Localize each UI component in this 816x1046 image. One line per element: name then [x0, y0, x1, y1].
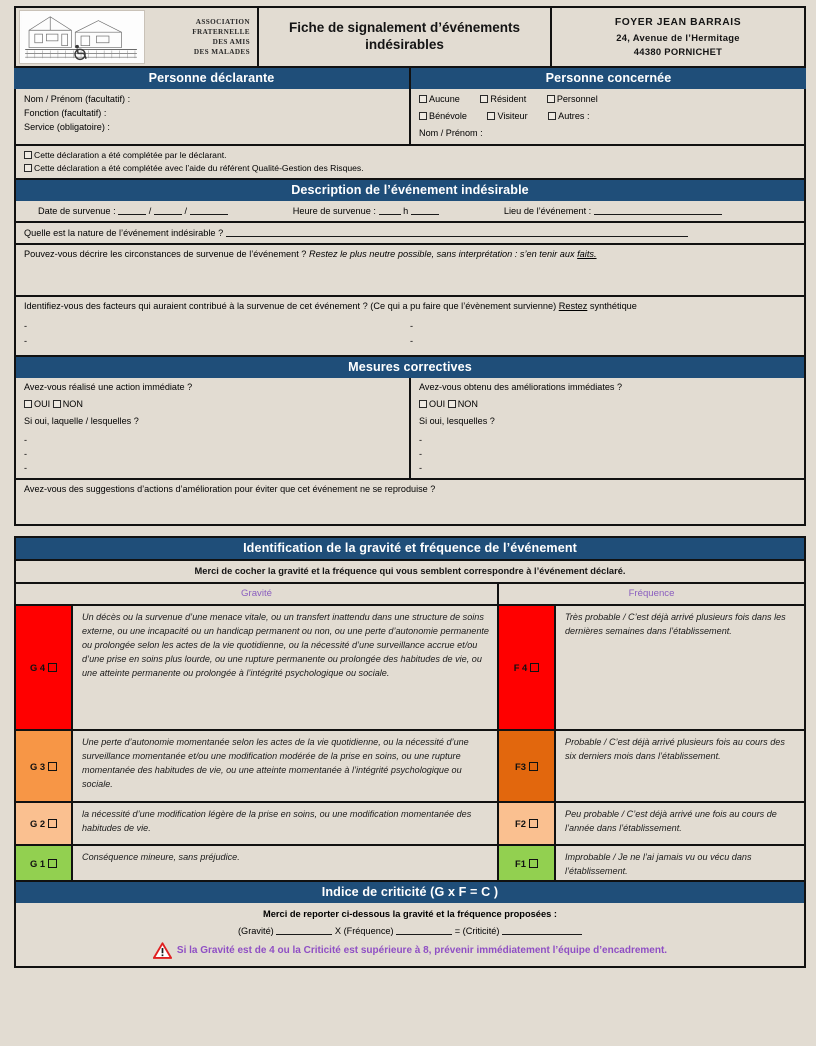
gravity-desc-g3: Une perte d’autonomie momentanée selon les actes de la vie quotidienne, ou la nécessité d’une surveillance momentanée et/ou une modification modérée de la prise en soins, ou une rupture momentanée des habitudes de vie, ou une atteinte momentanée à l’intégrité psychologique ou sociale. — [82, 737, 469, 789]
establishment-city: 44380 PORNICHET — [633, 45, 723, 57]
checkbox-label: Cette déclaration a été complétée avec l’aide du référent Qualité-Gestion des Risques. — [34, 162, 364, 173]
severity-instruction: Merci de cocher la gravité et la fréquence qui vous semblent correspondre à l’événement déclaré. — [14, 561, 806, 584]
gravity-desc-g1: Conséquence mineure, sans préjudice. — [82, 852, 240, 863]
checkbox-icon[interactable] — [48, 762, 57, 771]
declarant-field-function[interactable]: Fonction (facultatif) : — [24, 108, 107, 118]
frequency-desc-f2: Peu probable / C’est déjà arrivé une fois au cours de l’année dans l’établissement. — [565, 809, 777, 834]
checkbox-label-non: NON — [457, 399, 478, 410]
dash-item: - — [419, 463, 423, 474]
severity-table — [14, 584, 806, 882]
time-label: Heure de survenue : — [292, 205, 376, 216]
gravity-row-g1[interactable] — [16, 846, 497, 880]
dash-item: - — [24, 449, 28, 460]
frequency-desc-f4: Très probable / C’est déjà arrivé plusieurs fois dans les dernières semaines dans l’établissement. — [565, 612, 786, 637]
circumstances-hint-underlined: faits. — [577, 248, 597, 259]
nature-input[interactable] — [226, 227, 688, 237]
factors-dash-col-left[interactable] — [24, 319, 410, 350]
corrective-right-dashes[interactable] — [419, 433, 796, 475]
frequency-code-label: F 4 — [513, 662, 528, 674]
checkbox-icon[interactable] — [487, 112, 495, 120]
establishment-address: 24, Avenue de l’Hermitage — [616, 31, 740, 43]
declarant-fields — [16, 89, 411, 144]
document-header — [14, 6, 806, 68]
declarant-field-name[interactable]: Nom / Prénom (facultatif) : — [24, 94, 131, 104]
corrective-left-question: Avez-vous réalisé une action immédiate ? — [24, 382, 193, 393]
severity-table-rows — [16, 606, 804, 880]
checkbox-label: Résident — [490, 94, 527, 104]
factors-question: Identifiez-vous des facteurs qui auraient contribué à la survenue de cet événement ? (Ce qui a pu faire que l’évènement survienne) — [24, 300, 557, 311]
formula-criticality-input[interactable] — [502, 925, 582, 935]
frequency-code-label: F2 — [515, 818, 526, 830]
checkbox-icon[interactable] — [24, 151, 32, 159]
dash-item: - — [419, 449, 423, 460]
corrective-left-yesno — [24, 399, 401, 409]
warning-triangle-icon — [153, 942, 172, 959]
section-gap — [14, 526, 806, 536]
time-hour-input[interactable] — [379, 205, 401, 215]
corrective-right-yesno — [419, 399, 796, 409]
checkbox-label: Aucune — [429, 94, 460, 104]
checkbox-icon[interactable] — [419, 400, 427, 408]
checkbox-label: Visiteur — [497, 111, 528, 121]
date-day-input[interactable] — [118, 205, 146, 215]
formula-gravity-input[interactable] — [276, 925, 332, 935]
gravity-code-label: G 2 — [29, 818, 46, 830]
checkbox-icon[interactable] — [48, 859, 57, 868]
section-heading-severity: Identification de la gravité et fréquence de l’événement — [14, 536, 806, 561]
corrective-right-followup: Si oui, lesquelles ? — [419, 416, 495, 427]
checkbox-icon[interactable] — [548, 112, 556, 120]
date-sep-2: / — [184, 205, 188, 216]
formula-gravity-label: (Gravité) — [238, 926, 274, 937]
gravity-code-label: G 3 — [29, 760, 46, 772]
checkbox-icon[interactable] — [480, 95, 488, 103]
column-header-frequency: Fréquence — [499, 584, 804, 606]
declarant-field-service[interactable]: Service (obligatoire) : — [24, 122, 110, 132]
header-logo-cell — [16, 8, 259, 66]
time-unit: h — [403, 205, 409, 216]
corrective-body — [14, 378, 806, 480]
date-year-input[interactable] — [190, 205, 228, 215]
frequency-row-f2[interactable] — [499, 803, 804, 846]
time-minute-input[interactable] — [411, 205, 439, 215]
factors-hint-tail: synthétique — [589, 300, 637, 311]
checkbox-icon[interactable] — [48, 819, 57, 828]
checkbox-icon[interactable] — [48, 663, 57, 672]
checkbox-label: Bénévole — [429, 111, 467, 121]
section-heading-description: Description de l’événement indésirable — [14, 180, 806, 201]
factors-dash-col-right[interactable] — [410, 319, 796, 350]
checkbox-icon[interactable] — [419, 112, 427, 120]
factors-hint-underlined: Restez — [558, 300, 588, 311]
frequency-code-label: F1 — [515, 857, 526, 869]
criticality-warning — [26, 942, 794, 959]
frequency-desc-f3: Probable / C’est déjà arrivé plusieurs fois au cours des six derniers mois dans l’établissement. — [565, 737, 785, 762]
frequency-code-label: F3 — [515, 760, 526, 772]
concerned-fields — [411, 89, 804, 144]
column-header-gravity: Gravité — [16, 584, 499, 606]
checkbox-icon[interactable] — [24, 164, 32, 172]
gravity-desc-g2: la nécessité d’une modification légère de la prise en soins, ou une modification momentanée des habitudes de vie. — [82, 809, 472, 834]
checkbox-label: Autres : — [558, 111, 590, 121]
checkbox-icon[interactable] — [530, 663, 539, 672]
dash-item: - — [24, 336, 28, 347]
concerned-field-name[interactable]: Nom / Prénom : — [419, 128, 483, 138]
checkbox-label: Personnel — [556, 94, 598, 104]
gravity-column — [16, 606, 499, 880]
date-time-place-row — [14, 201, 806, 223]
checkbox-personnel[interactable] — [547, 94, 598, 104]
frequency-desc-f1: Improbable / Je ne l’ai jamais vu ou vécu dans l’établissement. — [565, 852, 752, 877]
checkbox-icon[interactable] — [448, 400, 456, 408]
corrective-right-question: Avez-vous obtenu des améliorations immédiates ? — [419, 382, 623, 393]
date-sep-1: / — [148, 205, 152, 216]
corrective-right — [411, 378, 804, 478]
formula-frequency-label: (Fréquence) — [343, 926, 394, 937]
checkbox-icon[interactable] — [529, 762, 538, 771]
persons-body — [14, 89, 806, 146]
formula-frequency-input[interactable] — [396, 925, 452, 935]
circumstances-row[interactable] — [14, 245, 806, 297]
frequency-code-f3[interactable] — [499, 731, 556, 801]
checkbox-icon[interactable] — [24, 400, 32, 408]
dash-item: - — [410, 320, 414, 331]
section-heading-declarant: Personne déclarante — [14, 68, 411, 89]
formula-criticality-label: (Criticité) — [462, 926, 500, 937]
gravity-desc-g4: Un décès ou la survenue d’une menace vitale, ou un transfert inattendu dans une structure de soins externe, ou une incapacité ou un handicap permanent ou non, ou une perte d’autonomie permanente ou prolongée selon les actes de la vie quotidienne, ou la nécessité d’une surveillance accrue et/ou d’une prise en soins plus lourde, ou une rupture permanente ou prolongée des habitudes de vie, ou une atteinte permanente ou prolongée à l’intégrité psychologique ou sociale. — [82, 612, 489, 678]
severity-table-header — [16, 584, 804, 606]
checkbox-benevole[interactable] — [419, 111, 467, 121]
dash-item: - — [410, 336, 414, 347]
formula-equals: = — [454, 926, 461, 937]
dash-item: - — [24, 463, 28, 474]
frequency-column — [499, 606, 804, 880]
suggestions-question: Avez-vous des suggestions d’actions d’amélioration pour éviter que cet événement ne se reproduise ? — [24, 484, 436, 495]
factors-dash-columns — [24, 319, 796, 350]
nature-row — [14, 223, 806, 245]
corrective-left-dashes[interactable] — [24, 433, 401, 475]
checkbox-aucune[interactable] — [419, 94, 460, 104]
factors-row[interactable] — [14, 297, 806, 357]
declaration-check-1[interactable] — [24, 149, 798, 162]
checkbox-label-non: NON — [62, 399, 83, 410]
checkbox-icon[interactable] — [529, 859, 538, 868]
declaration-check-2[interactable] — [24, 162, 798, 175]
date-month-input[interactable] — [154, 205, 182, 215]
checkbox-resident[interactable] — [480, 94, 526, 104]
frequency-code-f4[interactable] — [499, 606, 556, 729]
checkbox-icon[interactable] — [53, 400, 61, 408]
gravity-code-g2[interactable] — [16, 803, 73, 844]
frequency-row-f4[interactable] — [499, 606, 804, 731]
checkbox-visiteur[interactable] — [487, 111, 527, 121]
frequency-code-f2[interactable] — [499, 803, 556, 844]
gravity-code-g3[interactable] — [16, 731, 73, 801]
establishment-name: FOYER JEAN BARRAIS — [614, 17, 742, 29]
checkbox-label: Cette déclaration a été complétée par le déclarant. — [34, 150, 227, 160]
concerned-checkbox-row-1 — [419, 94, 796, 104]
checkbox-icon[interactable] — [529, 819, 538, 828]
establishment-block — [552, 8, 804, 66]
checkbox-icon[interactable] — [547, 95, 555, 103]
declaration-checks — [14, 146, 806, 180]
frequency-code-f1[interactable] — [499, 846, 556, 880]
gravity-code-g4[interactable] — [16, 606, 73, 729]
frequency-row-f3[interactable] — [499, 731, 804, 803]
checkbox-label-oui: OUI — [34, 399, 51, 410]
checkbox-label-oui: OUI — [429, 399, 446, 410]
dash-item: - — [24, 320, 28, 331]
gravity-code-label: G 4 — [29, 662, 46, 674]
dash-item: - — [24, 435, 28, 446]
frequency-row-f1[interactable] — [499, 846, 804, 880]
place-label: Lieu de l’événement : — [503, 205, 592, 216]
formula-times: X — [334, 926, 341, 937]
gravity-row-g2[interactable] — [16, 803, 497, 846]
gravity-row-g4[interactable] — [16, 606, 497, 731]
corrective-left — [16, 378, 411, 478]
criticality-formula — [26, 925, 794, 936]
criticality-warning-text: Si la Gravité est de 4 ou la Criticité est supérieure à 8, prévenir immédiatement l’équipe d’encadrement. — [176, 945, 668, 957]
section-heading-criticality: Indice de criticité (G x F = C ) — [14, 882, 806, 903]
persons-heading-row — [14, 68, 806, 89]
section-heading-concerned: Personne concernée — [411, 68, 806, 89]
checkbox-icon[interactable] — [419, 95, 427, 103]
criticality-instruction: Merci de reporter ci-dessous la gravité et la fréquence proposées : — [263, 909, 557, 920]
gravity-code-g1[interactable] — [16, 846, 73, 880]
association-name: ASSOCIATION FRATERNELLE DES AMIS DES MALADES — [192, 17, 250, 57]
document-title: Fiche de signalement d’événements indésirables — [259, 8, 552, 66]
gravity-row-g3[interactable] — [16, 731, 497, 803]
suggestions-row[interactable] — [14, 480, 806, 526]
concerned-checkbox-row-2 — [419, 111, 796, 121]
criticality-body — [14, 903, 806, 968]
circumstances-question: Pouvez-vous décrire les circonstances de survenue de l’événement ? — [24, 248, 307, 259]
circumstances-hint: Restez le plus neutre possible, sans interprétation : s’en tenir aux — [308, 248, 575, 259]
section-heading-corrective: Mesures correctives — [14, 357, 806, 378]
date-label: Date de survenue : — [38, 205, 116, 216]
corrective-left-followup: Si oui, laquelle / lesquelles ? — [24, 416, 139, 427]
dash-item: - — [419, 435, 423, 446]
association-building-logo — [19, 10, 145, 64]
place-input[interactable] — [594, 205, 722, 215]
gravity-code-label: G 1 — [29, 857, 46, 869]
nature-label: Quelle est la nature de l’événement indésirable ? — [24, 227, 224, 238]
checkbox-autres[interactable] — [548, 111, 589, 121]
